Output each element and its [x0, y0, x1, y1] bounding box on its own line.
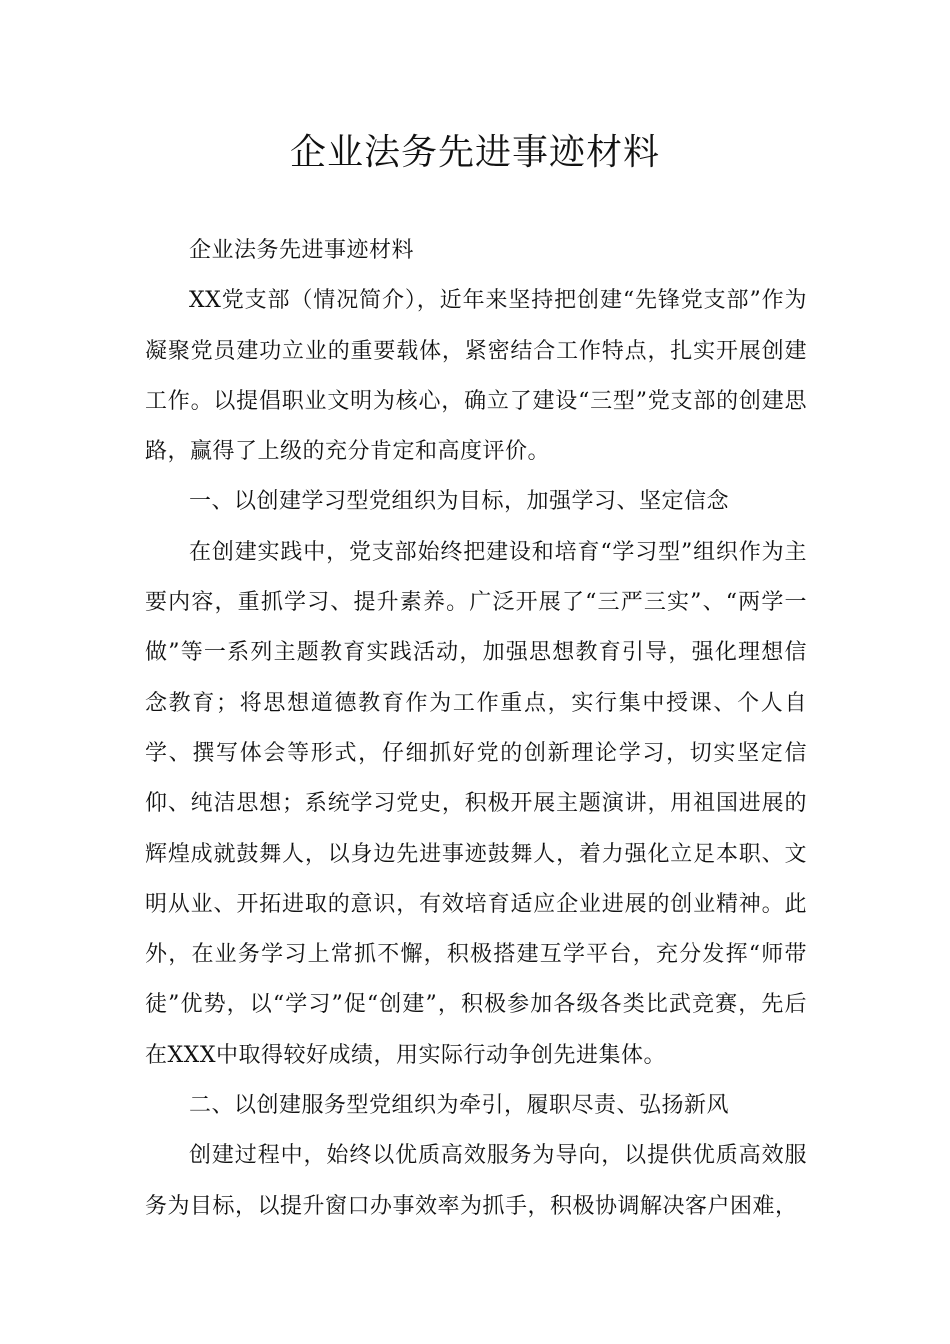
- subtitle-paragraph: 企业法务先进事迹材料: [189, 238, 415, 263]
- intro-paragraph: XX党支部（情况简介），近年来坚持把创建“先锋党支部”作为凝聚党员建功立业的重要载体，紧密结合工作特点，扎实开展创建工作。以提倡职业文明为核心，确立了建设“三型”党支部的创建思路，赢得了上级的充分肯定和高度评价。: [145, 288, 807, 465]
- document-body: [145, 226, 807, 1232]
- section-2-paragraph: 创建过程中，始终以优质高效服务为导向，以提供优质高效服务为目标，以提升窗口办事效率为抓手，积极协调解决客户困难，: [145, 1143, 807, 1219]
- document-title: 企业法务先进事迹材料: [289, 132, 660, 173]
- section-heading-1: 一、以创建学习型党组织为目标，加强学习、坚定信念: [189, 489, 730, 515]
- section-heading-2: 二、以创建服务型党组织为牵引，履职尽责、弘扬新风: [189, 1093, 730, 1119]
- section-1-paragraph: 在创建实践中，党支部始终把建设和培育“学习型”组织作为主要内容，重抓学习、提升素养。广泛开展了“三严三实”、“两学一做”等一系列主题教育实践活动，加强思想教育引导，强化理想信念教育；将思想道德教育作为工作重点，实行集中授课、个人自学、撰写体会等形式，仔细抓好党的创新理论学习，切实坚定信仰、纯洁思想；系统学习党史，积极开展主题演讲，用祖国进展的辉煌成就鼓舞人，以身边先进事迹鼓舞人，着力强化立足本职、文明从业、开拓进取的意识，有效培育适应企业进展的创业精神。此外，在业务学习上常抓不懈，积极搭建互学平台，充分发挥“师带徒”优势，以“学习”促“创建”，积极参加各级各类比武竞赛，先后在XXX中取得较好成绩，用实际行动争创先进集体。: [145, 539, 807, 1068]
